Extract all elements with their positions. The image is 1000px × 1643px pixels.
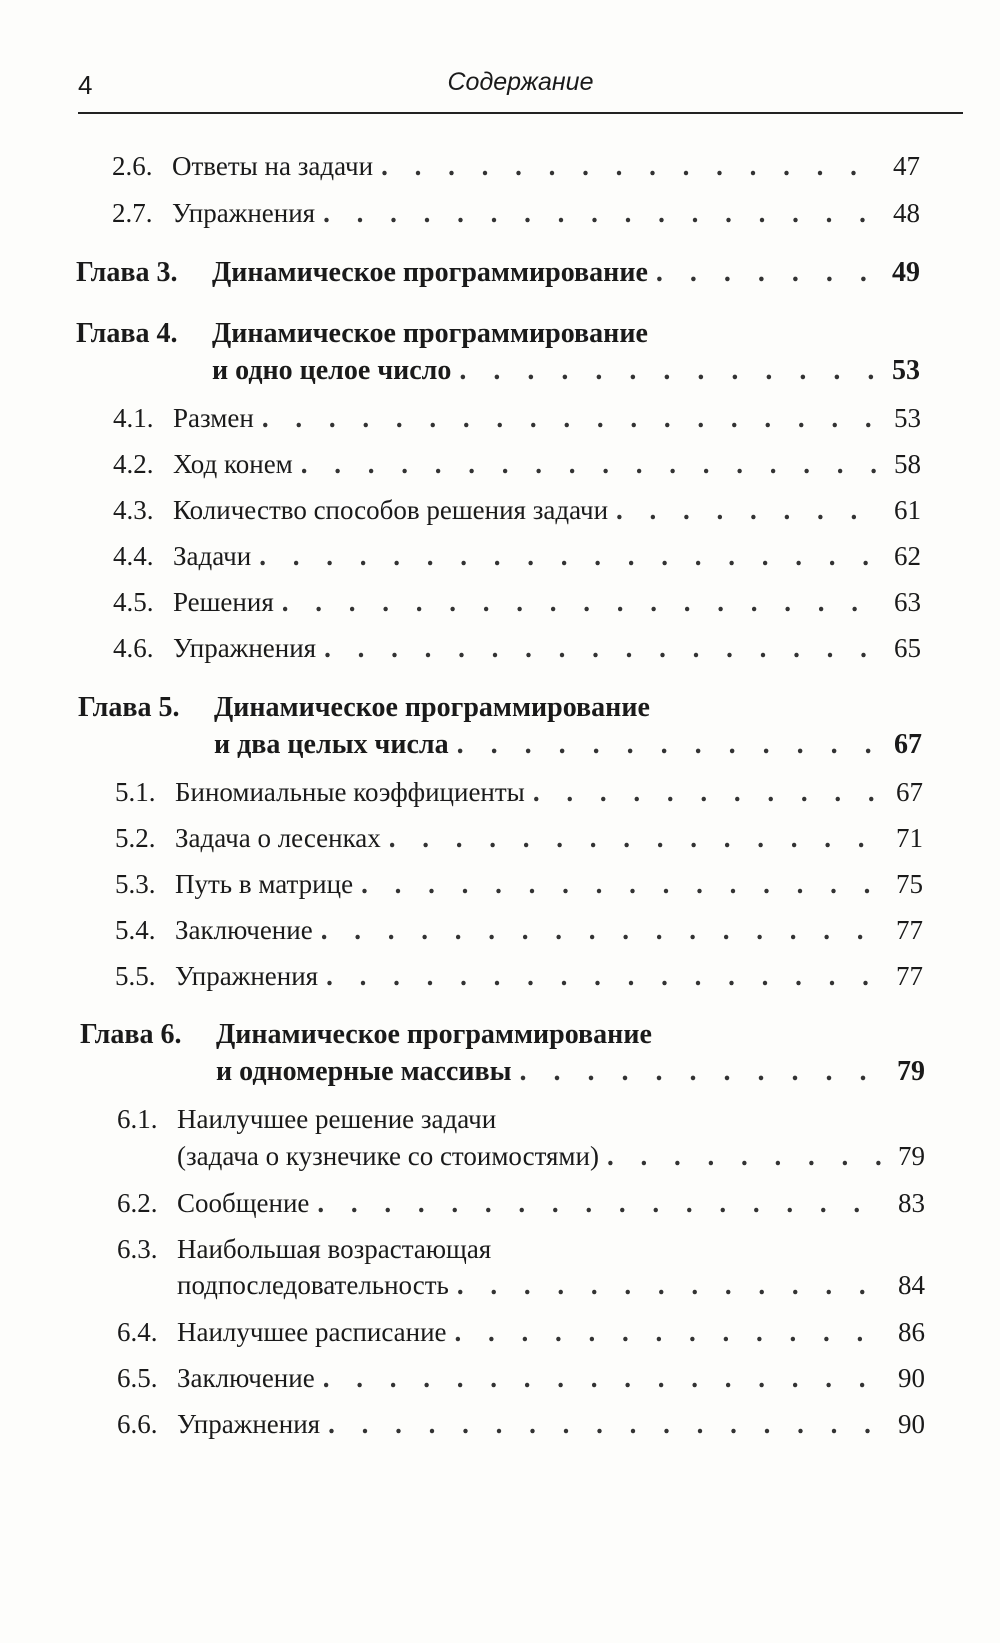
section-title: Ход конем xyxy=(173,449,293,479)
section-number: 4.2. xyxy=(113,449,154,479)
section-number: 5.2. xyxy=(115,823,156,853)
section-number: 4.4. xyxy=(113,541,154,571)
toc-entry-5-3[interactable] xyxy=(115,864,923,904)
chapter-title-line-1: Динамическое программирование xyxy=(212,318,648,349)
section-title: Размен xyxy=(173,403,254,433)
toc-entry-4-6[interactable] xyxy=(113,628,921,668)
page-ref: 90 xyxy=(898,1363,925,1393)
toc-chapter-3[interactable] xyxy=(76,253,920,293)
chapter-title-line-2: и одно целое число xyxy=(212,355,452,386)
section-number: 5.5. xyxy=(115,961,156,991)
page-ref: 83 xyxy=(898,1188,925,1218)
section-number: 5.1. xyxy=(115,777,156,807)
section-title-line-1: Наибольшая возрастающая xyxy=(177,1234,492,1264)
chapter-title: Динамическое программирование xyxy=(212,257,648,288)
section-title: Задача о лесенках xyxy=(175,823,381,853)
section-number: 6.1. xyxy=(117,1104,158,1134)
dot-leader xyxy=(381,146,882,186)
page-ref: 65 xyxy=(894,633,921,663)
toc-entry-5-1[interactable] xyxy=(115,772,923,812)
section-number: 4.3. xyxy=(113,495,154,525)
section-title-line-2: (задача о кузнечике со стоимостями) xyxy=(177,1141,599,1171)
page-ref: 84 xyxy=(898,1270,925,1300)
toc-entry-6-3-line-2[interactable] xyxy=(177,1265,925,1305)
section-number: 5.4. xyxy=(115,915,156,945)
chapter-label: Глава 5. xyxy=(78,692,180,723)
dot-leader xyxy=(301,444,883,484)
section-title: Заключение xyxy=(177,1363,315,1393)
page-ref: 49 xyxy=(892,257,920,288)
page-ref: 53 xyxy=(892,355,920,386)
section-title: Сообщение xyxy=(177,1188,310,1218)
section-title: Количество способов решения задачи xyxy=(173,495,609,525)
chapter-title-line-1: Динамическое программирование xyxy=(216,1019,652,1050)
toc-chapter-6-line-2[interactable] xyxy=(216,1052,925,1092)
page-number: 4 xyxy=(78,70,93,100)
dot-leader xyxy=(616,490,883,530)
running-title: Содержание xyxy=(447,68,594,96)
chapter-title-line-1: Динамическое программирование xyxy=(214,692,650,723)
dot-leader xyxy=(328,1404,887,1444)
section-number: 6.3. xyxy=(117,1234,158,1264)
toc-entry-6-3[interactable] xyxy=(117,1229,925,1269)
toc-entry-2-6[interactable] xyxy=(112,146,920,186)
dot-leader xyxy=(361,864,885,904)
toc-entry-4-5[interactable] xyxy=(113,582,921,622)
section-number: 6.6. xyxy=(117,1409,158,1439)
section-number: 4.1. xyxy=(113,403,154,433)
section-number: 5.3. xyxy=(115,869,156,899)
dot-leader xyxy=(323,193,882,233)
toc-entry-2-7[interactable] xyxy=(112,193,920,233)
dot-leader xyxy=(607,1136,887,1176)
toc-chapter-5-line-2[interactable] xyxy=(214,725,922,765)
page-ref: 77 xyxy=(896,961,923,991)
page-ref: 79 xyxy=(897,1056,925,1087)
page-ref: 53 xyxy=(894,403,921,433)
section-number: 6.5. xyxy=(117,1363,158,1393)
dot-leader xyxy=(457,1265,887,1305)
toc-entry-6-1-line-2[interactable] xyxy=(177,1136,925,1176)
toc-entry-4-1[interactable] xyxy=(113,398,921,438)
page-ref: 86 xyxy=(898,1317,925,1347)
page-ref: 67 xyxy=(896,777,923,807)
page-ref: 48 xyxy=(893,198,920,228)
page-ref: 71 xyxy=(896,823,923,853)
dot-leader xyxy=(326,956,885,996)
dot-leader xyxy=(262,398,883,438)
section-title: Заключение xyxy=(175,915,313,945)
section-number: 4.5. xyxy=(113,587,154,617)
dot-leader xyxy=(533,772,885,812)
section-title: Упражнения xyxy=(175,961,319,991)
dot-leader xyxy=(323,1358,887,1398)
dot-leader xyxy=(259,536,883,576)
toc-chapter-4-line-2[interactable] xyxy=(212,351,920,391)
dot-leader xyxy=(519,1052,887,1092)
section-title: Наилучшее расписание xyxy=(177,1317,447,1347)
chapter-label: Глава 4. xyxy=(76,318,178,349)
toc-entry-6-1[interactable] xyxy=(117,1099,925,1139)
section-title: Упражнения xyxy=(177,1409,321,1439)
page-ref: 61 xyxy=(894,495,921,525)
section-title-line-1: Наилучшее решение задачи xyxy=(177,1104,497,1134)
toc-entry-4-2[interactable] xyxy=(113,444,921,484)
toc-entry-5-2[interactable] xyxy=(115,818,923,858)
page-ref: 47 xyxy=(893,151,920,181)
page-ref: 58 xyxy=(894,449,921,479)
dot-leader xyxy=(389,818,885,858)
page-ref: 63 xyxy=(894,587,921,617)
dot-leader xyxy=(656,253,882,293)
chapter-label: Глава 3. xyxy=(76,257,178,288)
page-ref: 75 xyxy=(896,869,923,899)
toc-entry-5-5[interactable] xyxy=(115,956,923,996)
chapter-title-line-2: и два целых числа xyxy=(214,729,449,760)
section-number: 4.6. xyxy=(113,633,154,663)
dot-leader xyxy=(282,582,883,622)
section-title-line-2: подпоследовательность xyxy=(177,1270,449,1300)
section-title: Биномиальные коэффициенты xyxy=(175,777,525,807)
dot-leader xyxy=(459,351,882,391)
toc-entry-6-4[interactable] xyxy=(117,1312,925,1352)
page-ref: 77 xyxy=(896,915,923,945)
toc-chapter-6[interactable] xyxy=(80,1015,925,1055)
section-number: 6.4. xyxy=(117,1317,158,1347)
chapter-label: Глава 6. xyxy=(80,1019,182,1050)
page-ref: 67 xyxy=(894,729,922,760)
page-ref: 90 xyxy=(898,1409,925,1439)
toc-chapter-5[interactable] xyxy=(78,688,922,728)
section-title: Ответы на задачи xyxy=(172,151,374,181)
toc-entry-4-3[interactable] xyxy=(113,490,921,530)
toc-entry-5-4[interactable] xyxy=(115,910,923,950)
toc-entry-4-4[interactable] xyxy=(113,536,921,576)
dot-leader xyxy=(324,628,883,668)
section-title: Путь в матрице xyxy=(175,869,354,899)
running-header xyxy=(78,66,963,114)
page-ref: 62 xyxy=(894,541,921,571)
dot-leader xyxy=(457,725,884,765)
toc-entry-6-2[interactable] xyxy=(117,1183,925,1223)
section-title: Упражнения xyxy=(172,198,316,228)
section-number: 2.7. xyxy=(112,198,153,228)
toc-entry-6-5[interactable] xyxy=(117,1358,925,1398)
dot-leader xyxy=(317,1183,887,1223)
section-number: 6.2. xyxy=(117,1188,158,1218)
toc-chapter-4[interactable] xyxy=(76,314,920,354)
section-number: 2.6. xyxy=(112,151,153,181)
dot-leader xyxy=(455,1312,887,1352)
toc-entry-6-6[interactable] xyxy=(117,1404,925,1444)
chapter-title-line-2: и одномерные массивы xyxy=(216,1056,512,1087)
section-title: Решения xyxy=(173,587,274,617)
page-ref: 79 xyxy=(898,1141,925,1171)
dot-leader xyxy=(321,910,885,950)
section-title: Задачи xyxy=(173,541,252,571)
section-title: Упражнения xyxy=(173,633,317,663)
